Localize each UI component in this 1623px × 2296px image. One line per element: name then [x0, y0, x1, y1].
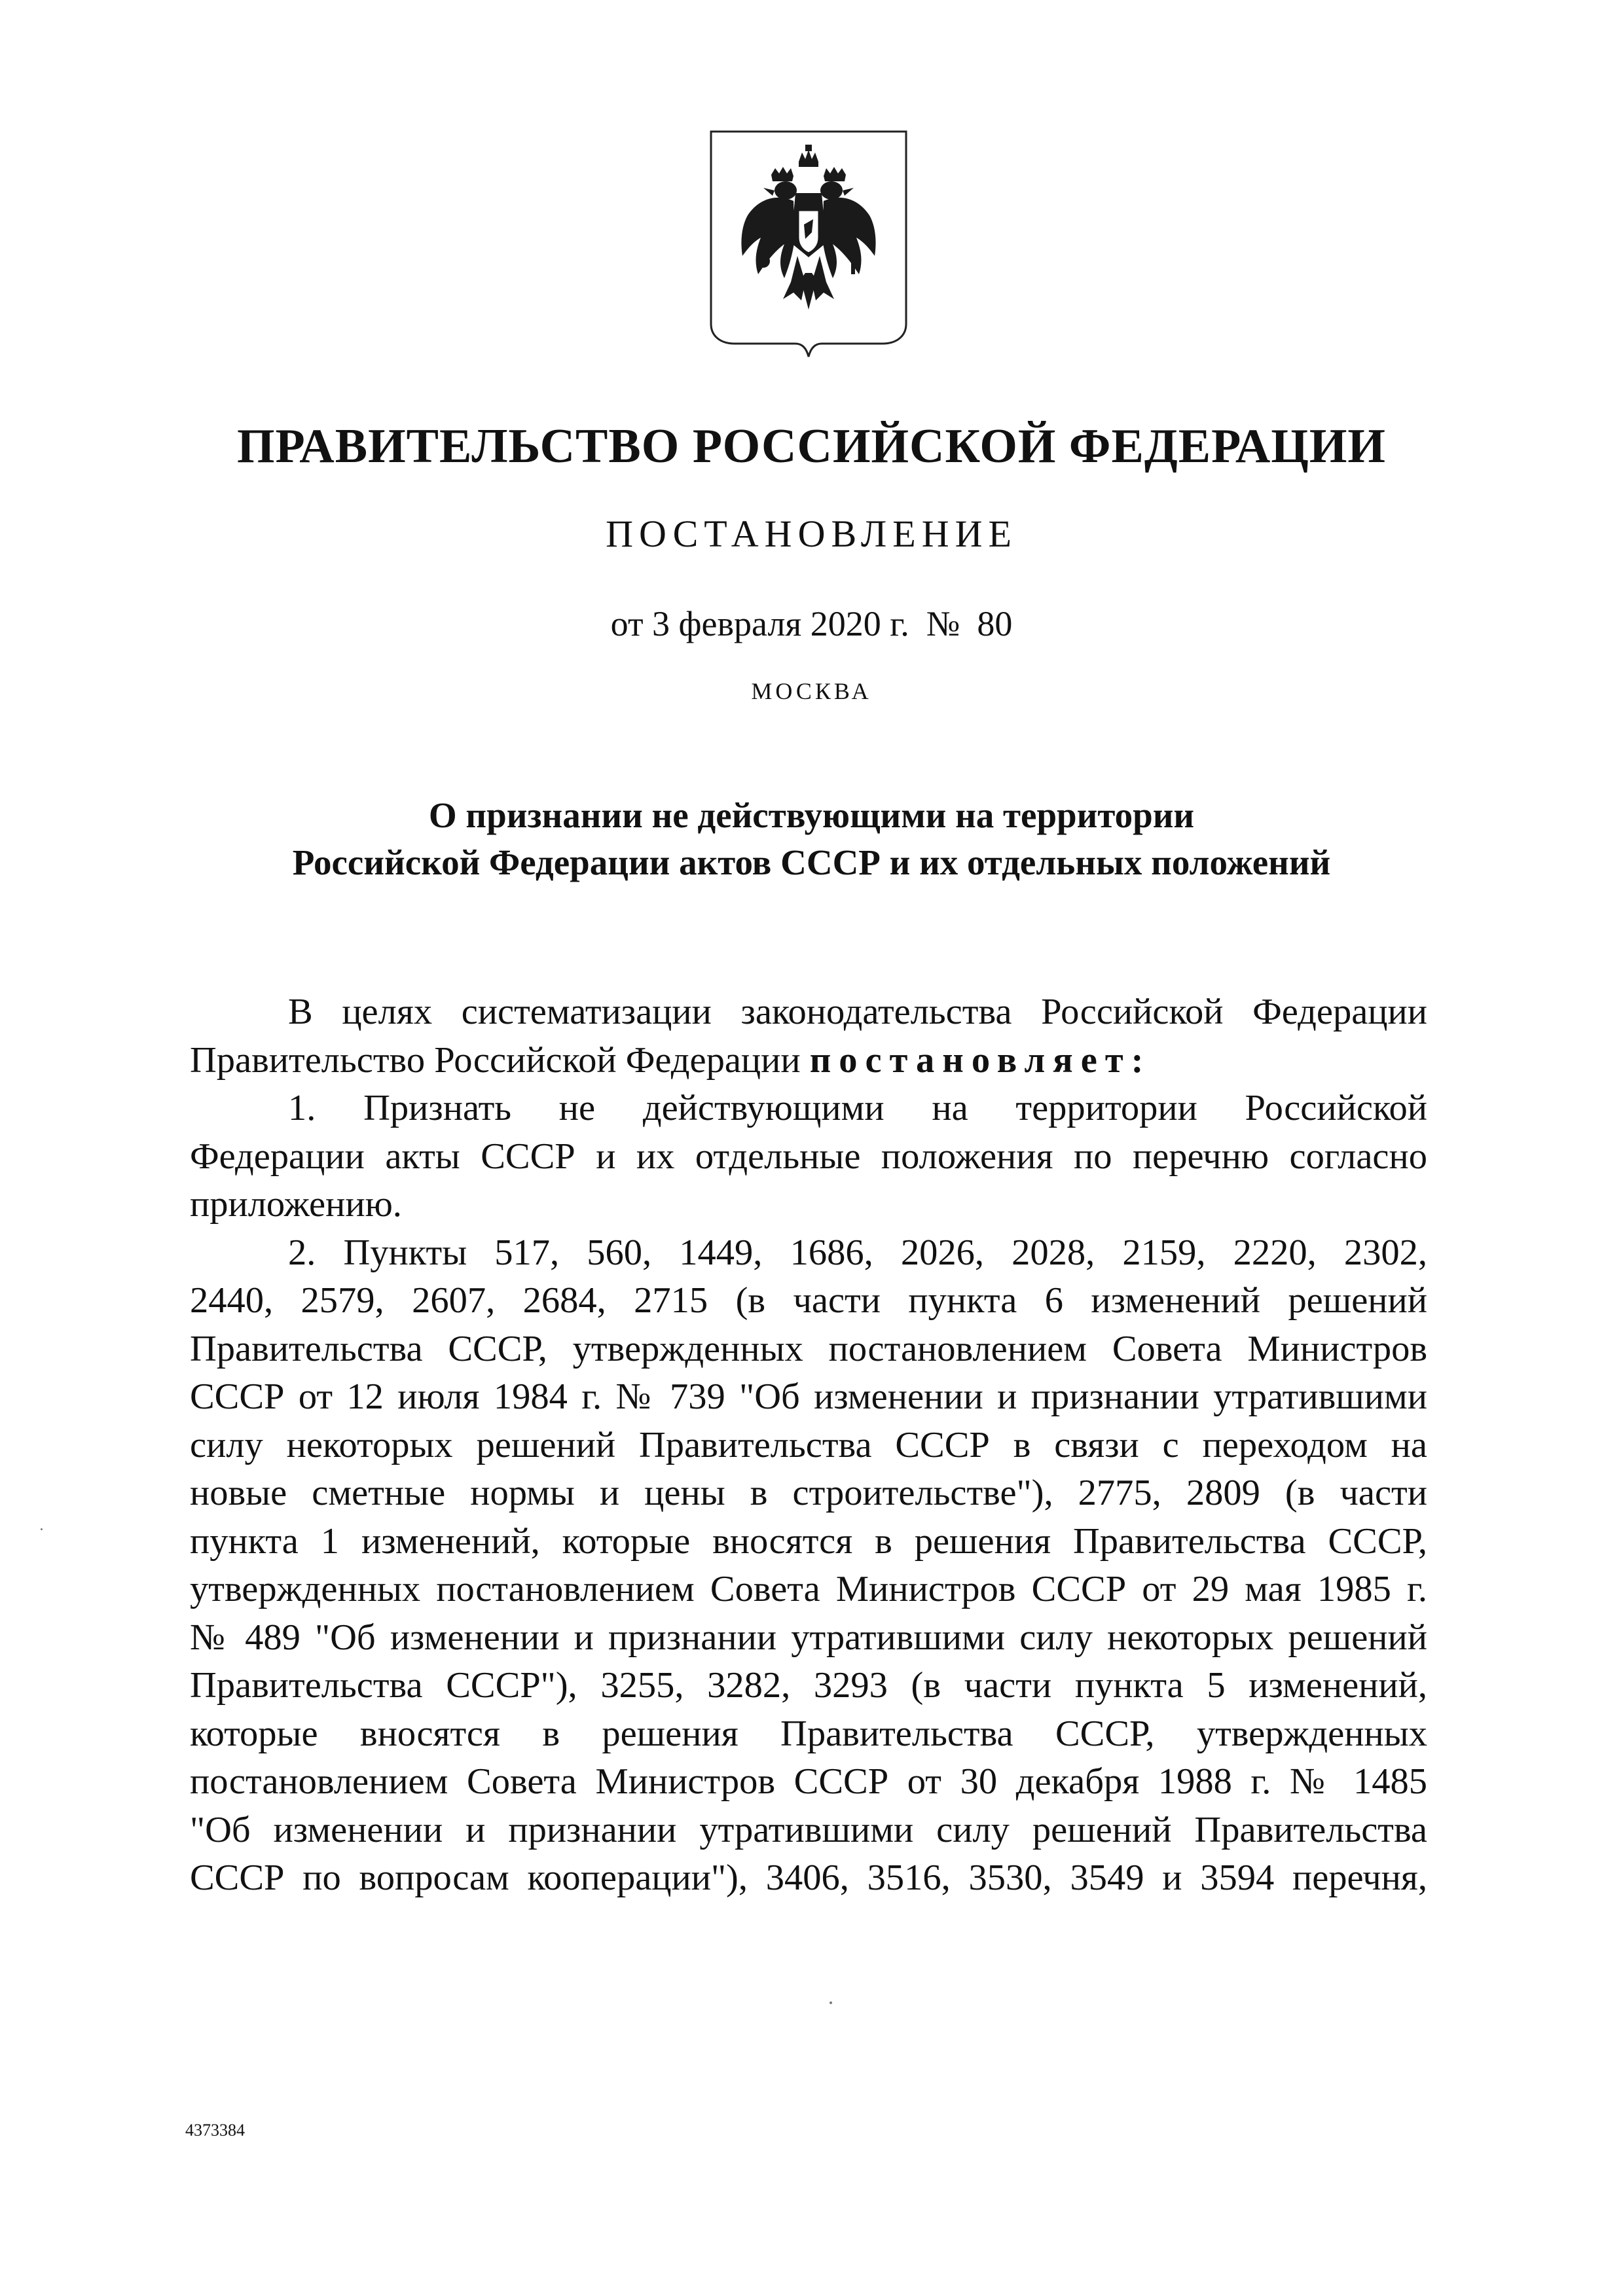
item1-line: Федерации акты СССР и их отдельные положения по перечню согласно	[190, 1136, 1427, 1177]
document-code: 4373384	[185, 2121, 245, 2140]
item2-line: силу некоторых решений Правительства СССР в связи с переходом на	[190, 1424, 1427, 1465]
item2-line: утвержденных постановлением Совета Министров СССР от 29 мая 1985 г.	[190, 1569, 1427, 1609]
decision-word: постановляет:	[809, 1039, 1152, 1081]
subject-line: Российской Федерации актов СССР и их отдельных положений	[292, 842, 1331, 882]
item1-line: 1. Признать не действующими на территории Российской	[288, 1088, 1427, 1128]
coat-of-arms-emblem	[707, 128, 910, 360]
document-subject	[0, 792, 1623, 886]
government-title: ПРАВИТЕЛЬСТВО РОССИЙСКОЙ ФЕДЕРАЦИИ	[237, 420, 1386, 473]
scan-artifact	[41, 1528, 43, 1530]
item2-line: пункта 1 изменений, которые вносятся в решения Правительства СССР,	[190, 1520, 1427, 1562]
item2-line: СССР от 12 июля 1984 г. № 739 "Об изменении и признании утратившими	[190, 1376, 1427, 1417]
scan-artifact	[830, 2001, 832, 2004]
preamble-text: Правительство Российской Федерации	[190, 1039, 801, 1081]
document-type: ПОСТАНОВЛЕНИЕ	[606, 512, 1017, 555]
subject-line: О признании не действующими на территории	[428, 795, 1195, 835]
item2-line: № 489 "Об изменении и признании утратившими силу некоторых решений	[190, 1617, 1427, 1658]
document-number: 80	[977, 604, 1013, 643]
item2-line: Правительства СССР"), 3255, 3282, 3293 (в части пункта 5 изменений,	[190, 1665, 1427, 1706]
preamble-line	[190, 1037, 1427, 1085]
document-body	[190, 988, 1427, 1903]
number-sign: №	[926, 604, 960, 643]
item2-line: которые вносятся в решения Правительства СССР, утвержденных	[190, 1713, 1427, 1754]
item1-line: приложению.	[190, 1184, 402, 1225]
document-date: от 3 февраля 2020 г.	[610, 604, 909, 643]
item2-line: СССР по вопросам кооперации"), 3406, 3516, 3530, 3549 и 3594 перечня,	[190, 1857, 1427, 1898]
item2-line: 2440, 2579, 2607, 2684, 2715 (в части пункта 6 изменений решений	[190, 1280, 1427, 1321]
item2-line: новые сметные нормы и цены в строительстве"), 2775, 2809 (в части	[190, 1473, 1427, 1513]
document-date-number	[0, 603, 1623, 644]
item2-line: Правительства СССР, утвержденных постановлением Совета Министров	[190, 1328, 1427, 1369]
russian-coat-of-arms-icon	[707, 128, 910, 360]
document-city: МОСКВА	[751, 678, 872, 704]
item2-line: "Об изменении и признании утратившими силу решений Правительства	[190, 1809, 1427, 1850]
item2-line: постановлением Совета Министров СССР от 30 декабря 1988 г. № 1485	[190, 1761, 1427, 1802]
preamble-line: В целях систематизации законодательства Российской Федерации	[288, 992, 1427, 1032]
item2-line: 2. Пункты 517, 560, 1449, 1686, 2026, 2028, 2159, 2220, 2302,	[288, 1232, 1427, 1273]
